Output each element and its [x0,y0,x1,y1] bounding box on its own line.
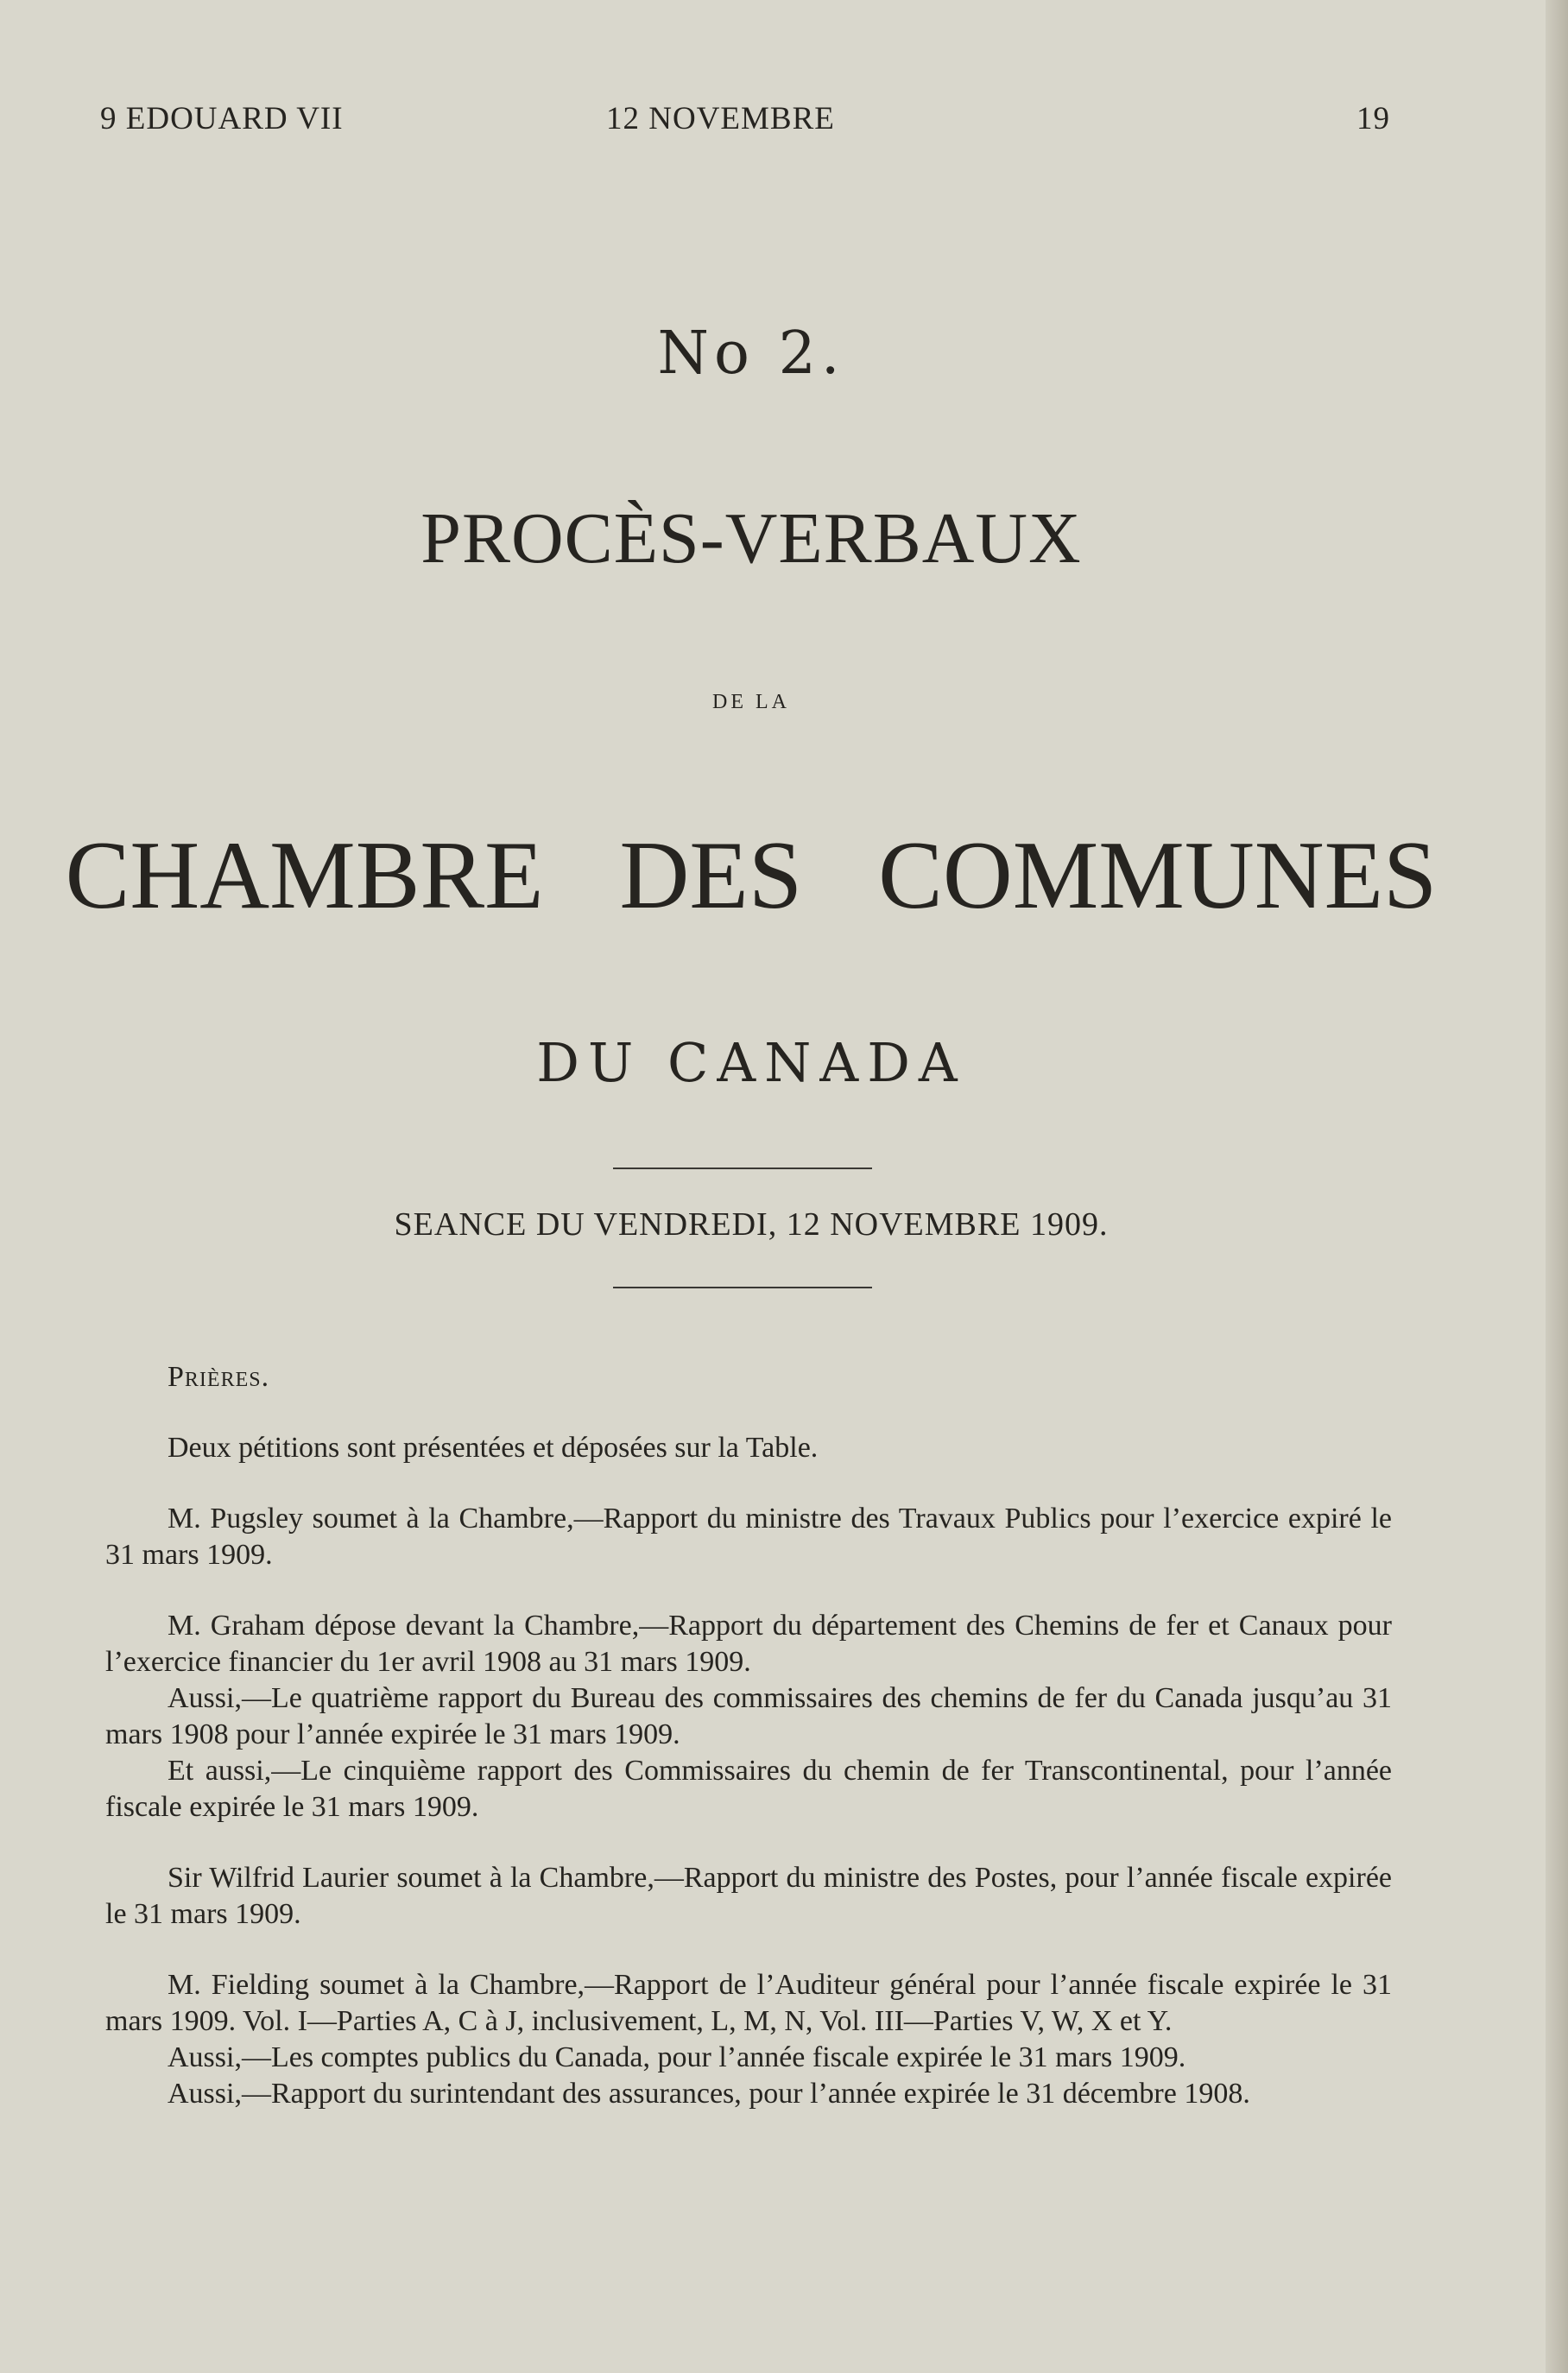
paragraph: Et aussi,—Le cinquième rapport des Commissaires du chemin de fer Transcontinental, pour l’année fiscale expirée le 31 mars 1909. [105,1755,1392,1823]
paragraph: Sir Wilfrid Laurier soumet à la Chambre,—Rapport du ministre des Postes, pour l’année fiscale expirée le 31 mars 1909. [105,1862,1392,1930]
title-proces-verbaux: PROCÈS-VERBAUX [420,498,1082,579]
title-de-la: DE LA [712,691,790,713]
paragraph: Aussi,—Rapport du surintendant des assurances, pour l’année expirée le 31 décembre 1908. [168,2078,1250,2110]
header-date: 12 NOVEMBRE [606,101,835,136]
paragraph: Aussi,—Les comptes publics du Canada, pour l’année fiscale expirée le 31 mars 1909. [168,2041,1186,2073]
title-chambre: CHAMBRE DES COMMUNES [65,822,1438,929]
paragraph: Aussi,—Le quatrième rapport du Bureau des commissaires des chemins de fer du Canada jusqu’au 31 mars 1908 pour l’année expirée le 31 mars 1909. [105,1682,1392,1750]
header-left: 9 EDOUARD VII [100,101,344,136]
title-du-canada: DU CANADA [536,1031,966,1094]
prieres-heading: Prières. [168,1361,270,1393]
divider-bottom [613,1287,872,1288]
page-edge-shadow [1546,0,1568,2373]
page-number: 19 [1356,101,1390,136]
divider-top [613,1168,872,1169]
paragraph: M. Graham dépose devant la Chambre,—Rapport du département des Chemins de fer et Canaux pour l’exercice financier du 1er avril 1908 au 31 mars 1909. [105,1610,1392,1678]
paragraph: M. Fielding soumet à la Chambre,—Rapport de l’Auditeur général pour l’année fiscale expirée le 31 mars 1909. Vol. I—Parties A, C à J, inclusivement, L, M, N, Vol. III—Parties V, W, X et Y. [105,1969,1392,2037]
document-number: No 2. [657,320,845,388]
paragraph: Deux pétitions sont présentées et déposées sur la Table. [168,1432,819,1464]
seance-heading: SEANCE DU VENDREDI, 12 NOVEMBRE 1909. [394,1206,1109,1243]
running-header [100,100,1390,143]
minutes-body [105,1359,1392,2112]
paragraph: M. Pugsley soumet à la Chambre,—Rapport du ministre des Travaux Publics pour l’exercice expiré le 31 mars 1909. [105,1503,1392,1571]
